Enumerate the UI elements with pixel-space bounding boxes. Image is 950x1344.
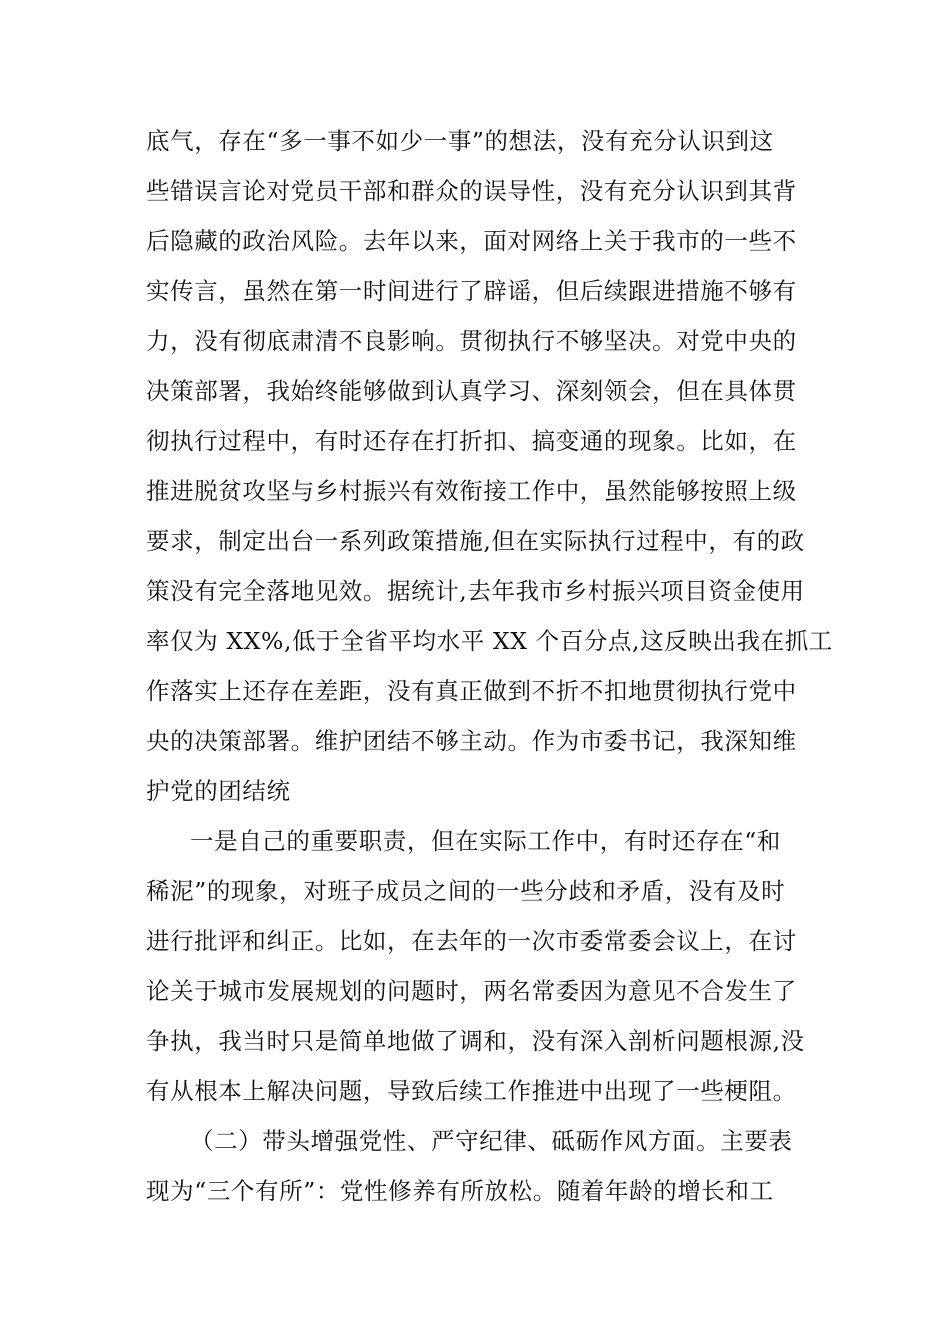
text-line: 底气，存在“多一事不如少一事”的想法，没有充分认识到这 [146, 127, 774, 155]
text-line: 护党的团结统 [146, 777, 291, 805]
text-line: 力，没有彻底肃清不良影响。贯彻执行不够坚决。对党中央的 [146, 327, 797, 355]
text-line: 稀泥”的现象，对班子成员之间的一些分歧和矛盾，没有及时 [146, 877, 786, 905]
text-line: 策没有完全落地见效。据统计,去年我市乡村振兴项目资金使用 [146, 577, 805, 605]
text-line: 推进脱贫攻坚与乡村振兴有效衔接工作中，虽然能够按照上级 [146, 477, 797, 505]
text-line: 彻执行过程中，有时还存在打折扣、搞变通的现象。比如，在 [146, 427, 797, 455]
text-line: 作落实上还存在差距，没有真正做到不折不扣地贯彻执行党中 [146, 677, 797, 705]
text-line: 些错误言论对党员干部和群众的误导性，没有充分认识到其背 [146, 177, 797, 205]
text-line: 央的决策部署。维护团结不够主动。作为市委书记，我深知维 [146, 727, 797, 755]
paragraph-start-line: 一是自己的重要职责，但在实际工作中，有时还存在“和 [190, 827, 782, 855]
text-line: 决策部署，我始终能够做到认真学习、深刻领会，但在具体贯 [146, 377, 797, 405]
text-line: 论关于城市发展规划的问题时，两名常委因为意见不合发生了 [146, 977, 797, 1005]
text-line: 争执，我当时只是简单地做了调和，没有深入剖析问题根源,没 [146, 1027, 805, 1055]
text-line: 有从根本上解决问题，导致后续工作推进中出现了一些梗阻。 [146, 1077, 797, 1105]
text-line: 要求，制定出台一系列政策措施,但在实际执行过程中，有的政 [146, 527, 805, 555]
text-line: 率仅为 XX%,低于全省平均水平 XX 个百分点,这反映出我在抓工 [146, 627, 833, 655]
text-line: 实传言，虽然在第一时间进行了辟谣，但后续跟进措施不够有 [146, 277, 797, 305]
section-heading-line: （二）带头增强党性、严守纪律、砥砺作风方面。主要表 [190, 1127, 793, 1155]
text-line: 后隐藏的政治风险。去年以来，面对网络上关于我市的一些不 [146, 227, 797, 255]
text-line: 进行批评和纠正。比如，在去年的一次市委常委会议上，在讨 [146, 927, 797, 955]
text-line: 现为“三个有所”：党性修养有所放松。随着年龄的增长和工 [146, 1177, 774, 1205]
